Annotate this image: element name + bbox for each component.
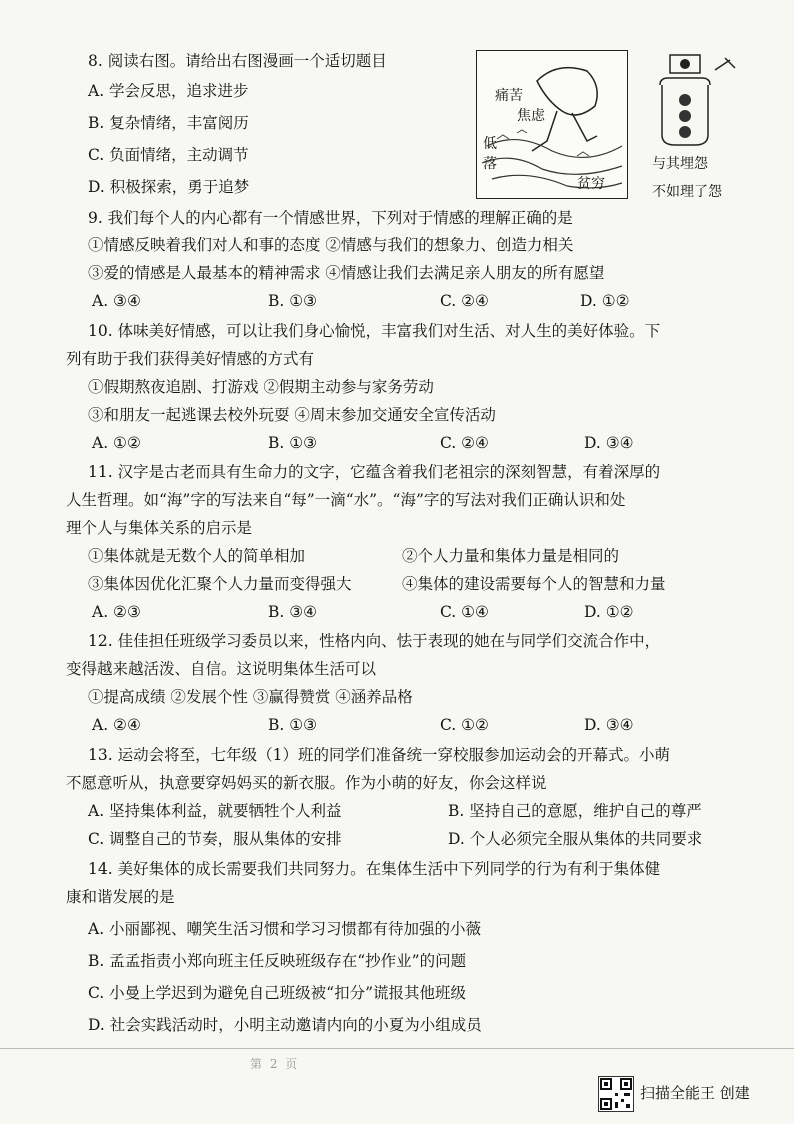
q9-options <box>0 290 794 312</box>
q8-option-c: C. 负面情绪，主动调节 <box>88 146 249 164</box>
comic-figure <box>640 50 750 150</box>
q13-option-c: C. 调整自己的节奏，服从集体的安排 <box>88 830 342 848</box>
q10-options <box>0 432 794 454</box>
q11-option-c: C. ①④ <box>440 603 489 621</box>
q8-stem: 8. 阅读右图。请给出右图漫画一个适切题目 <box>88 52 387 70</box>
qr-code-icon <box>598 1076 634 1112</box>
q10-option-a: A. ①② <box>92 434 141 452</box>
q12-statements: ①提高成绩 ②发展个性 ③赢得赞赏 ④涵养品格 <box>88 688 413 706</box>
q11-statement-2: ②个人力量和集体力量是相同的 <box>402 547 620 565</box>
q13-stem-1: 13. 运动会将至，七年级（1）班的同学们准备统一穿校服参加运动会的开幕式。小萌 <box>88 746 670 764</box>
q11-stem-2: 人生哲理。如“海”字的写法来自“每”一滴“水”。“海”字的写法对我们正确认识和处 <box>66 491 626 509</box>
q9-option-d: D. ①② <box>580 292 630 310</box>
q13-option-a: A. 坚持集体利益，就要牺牲个人利益 <box>88 802 342 820</box>
q12-option-a: A. ②④ <box>92 716 141 734</box>
q11-options <box>0 601 794 623</box>
q11-option-b: B. ③④ <box>268 603 318 621</box>
comic-word-anxiety: 焦虑 <box>517 108 545 124</box>
q13-options-cd <box>0 828 794 850</box>
q9-statements-34: ③爱的情感是人最基本的精神需求 ④情感让我们去满足亲人朋友的所有愿望 <box>88 264 605 282</box>
q14-stem-2: 康和谐发展的是 <box>66 888 175 906</box>
comic-panel-right <box>640 50 750 150</box>
q10-statements-12: ①假期熬夜追剧、打游戏 ②假期主动参与家务劳动 <box>88 378 434 396</box>
q11-statement-1: ①集体就是无数个人的简单相加 <box>88 547 306 565</box>
q10-option-b: B. ①③ <box>268 434 318 452</box>
q14-option-c: C. 小曼上学迟到为避免自己班级被“扣分”谎报其他班级 <box>88 984 467 1002</box>
q8-option-b: B. 复杂情绪，丰富阅历 <box>88 114 249 132</box>
q13-options-ab <box>0 800 794 822</box>
q10-statements-34: ③和朋友一起逃课去校外玩耍 ④周末参加交通安全宣传活动 <box>88 406 496 424</box>
q10-stem-2: 列有助于我们获得美好情感的方式有 <box>66 350 315 368</box>
q13-stem-2: 不愿意听从，执意要穿妈妈买的新衣服。作为小萌的好友，你会这样说 <box>66 774 547 792</box>
q12-stem-2: 变得越来越活泼、自信。这说明集体生活可以 <box>66 660 377 678</box>
comic-word-pain: 痛苦 <box>495 88 523 104</box>
q14-option-d: D. 社会实践活动时，小明主动邀请内向的小夏为小组成员 <box>88 1016 482 1034</box>
q9-stem: 9. 我们每个人的内心都有一个情感世界，下列对于情感的理解正确的是 <box>88 209 573 227</box>
q8-option-d: D. 积极探索，勇于追梦 <box>88 178 250 196</box>
q11-stem-1: 11. 汉字是古老而具有生命力的文字，它蕴含着我们老祖宗的深刻智慧，有着深厚的 <box>88 463 661 481</box>
q10-stem-1: 10. 体味美好情感，可以让我们身心愉悦，丰富我们对生活、对人生的美好体验。下 <box>88 322 661 340</box>
q11-option-a: A. ②③ <box>92 603 141 621</box>
q11-statement-3: ③集体因优化汇聚个人力量而变得强大 <box>88 575 352 593</box>
q11-statements-34 <box>0 573 794 595</box>
q9-option-c: C. ②④ <box>440 292 489 310</box>
comic-caption-2: 不如理了怨 <box>652 184 722 200</box>
comic-word-low: 低 <box>483 136 497 152</box>
q11-option-d: D. ①② <box>584 603 634 621</box>
q10-option-c: C. ②④ <box>440 434 489 452</box>
q8-option-a: A. 学会反思，追求进步 <box>88 82 249 100</box>
q13-option-b: B. 坚持自己的意愿，维护自己的尊严 <box>448 802 702 820</box>
comic-panel-left <box>476 50 628 199</box>
q14-stem-1: 14. 美好集体的成长需要我们共同努力。在集体生活中下列同学的行为有利于集体健 <box>88 860 661 878</box>
q11-stem-3: 理个人与集体关系的启示是 <box>66 519 253 537</box>
q13-option-d: D. 个人必须完全服从集体的共同要求 <box>448 830 703 848</box>
q12-options <box>0 714 794 736</box>
q14-option-a: A. 小丽鄙视、嘲笑生活习惯和学习习惯都有待加强的小薇 <box>88 920 482 938</box>
q9-statements-12: ①情感反映着我们对人和事的态度 ②情感与我们的想象力、创造力相关 <box>88 236 574 254</box>
watermark-text: 扫描全能王 创建 <box>640 1084 750 1102</box>
q12-stem-1: 12. 佳佳担任班级学习委员以来，性格内向、怯于表现的她在与同学们交流合作中， <box>88 632 661 650</box>
q9-option-b: B. ①③ <box>268 292 318 310</box>
comic-caption-1: 与其埋怨 <box>652 156 708 172</box>
footer-divider <box>0 1048 794 1049</box>
q10-option-d: D. ③④ <box>584 434 634 452</box>
q11-statement-4: ④集体的建设需要每个人的智慧和力量 <box>402 575 666 593</box>
q14-option-b: B. 孟孟指责小郑向班主任反映班级存在“抄作业”的问题 <box>88 952 467 970</box>
comic-word-poverty: 贫穷 <box>577 176 605 192</box>
q11-statements-12 <box>0 545 794 567</box>
q12-option-d: D. ③④ <box>584 716 634 734</box>
page-number: 第 2 页 <box>250 1057 300 1071</box>
q9-option-a: A. ③④ <box>92 292 141 310</box>
q12-option-b: B. ①③ <box>268 716 318 734</box>
comic-word-down: 落 <box>483 156 497 172</box>
q12-option-c: C. ①② <box>440 716 489 734</box>
